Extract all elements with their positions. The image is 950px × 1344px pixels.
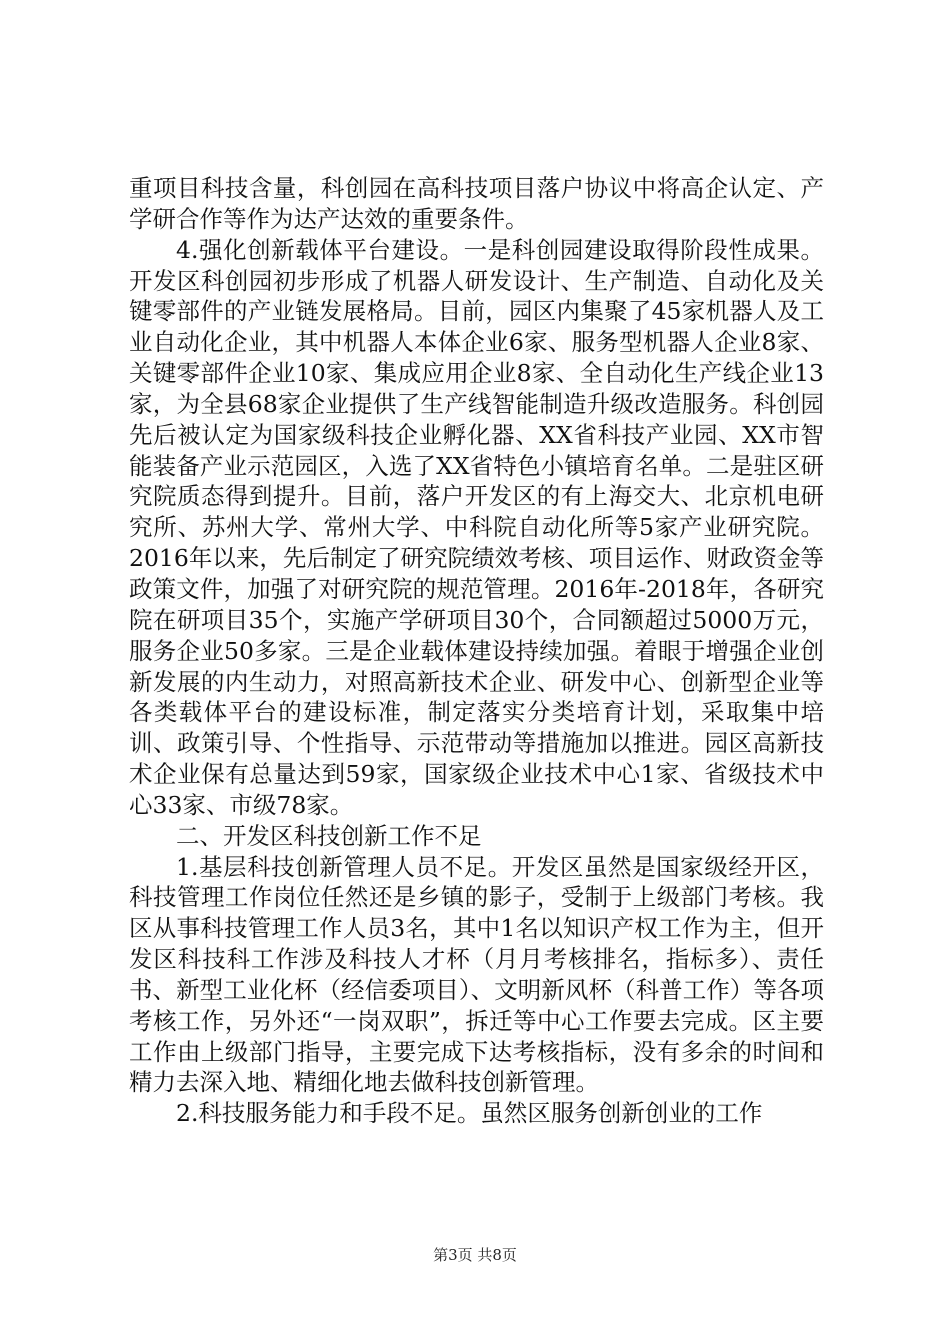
paragraph-1: 重项目科技含量，科创园在高科技项目落户协议中将高企认定、产学研合作等作为达产达效的重要条件。 <box>129 174 824 233</box>
paragraph-4: 2.科技服务能力和手段不足。虽然区服务创新创业的工作 <box>176 1099 763 1128</box>
section-heading: 二、开发区科技创新工作不足 <box>176 821 482 850</box>
page-footer: 第3页 共8页 <box>433 1246 517 1264</box>
paragraph-2: 4.强化创新载体平台建设。一是科创园建设取得阶段性成果。开发区科创园初步形成了机器人研发设计、生产制造、自动化及关键零部件的产业链发展格局。目前，园区内集聚了45家机器人及工业自动化企业，其中机器人本体企业6家、服务型机器人企业8家、关键零部件企业10家、集成应用企业8家、全自动化生产线企业13家，为全县68家企业提供了生产线智能制造升级改造服务。科创园先后被认定为国家级科技企业孵化器、XX省科技产业园、XX市智能装备产业示范园区，入选了XX省特色小镇培育名单。二是驻区研究院质态得到提升。目前，落户开发区的有上海交大、北京机电研究所、苏州大学、常州大学、中科院自动化所等5家产业研究院。2016年以来，先后制定了研究院绩效考核、项目运作、财政资金等政策文件，加强了对研究院的规范管理。2016年-2018年，各研究院在研项目35个，实施产学研项目30个，合同额超过5000万元，服务企业50多家。三是企业载体建设持续加强。着眼于增强企业创新发展的内生动力，对照高新技术企业、研发中心、创新型企业等各类载体平台的建设标准，制定落实分类培育计划，采取集中培训、政策引导、个性指导、示范带动等措施加以推进。园区高新技术企业保有总量达到59家，国家级企业技术中心1家、省级技术中心33家、市级78家。 <box>129 235 824 819</box>
paragraph-3: 1.基层科技创新管理人员不足。开发区虽然是国家级经开区，科技管理工作岗位任然还是乡镇的影子，受制于上级部门考核。我区从事科技管理工作人员3名，其中1名以知识产权工作为主，但开发区科技科工作涉及科技人才杯（月月考核排名，指标多）、责任书、新型工业化杯（经信委项目）、文明新风杯（科普工作）等各项考核工作，另外还“一岗双职”，拆迁等中心工作要去完成。区主要工作由上级部门指导，主要完成下达考核指标，没有多余的时间和精力去深入地、精细化地去做科技创新管理。 <box>129 852 824 1097</box>
document-body <box>129 173 824 1129</box>
